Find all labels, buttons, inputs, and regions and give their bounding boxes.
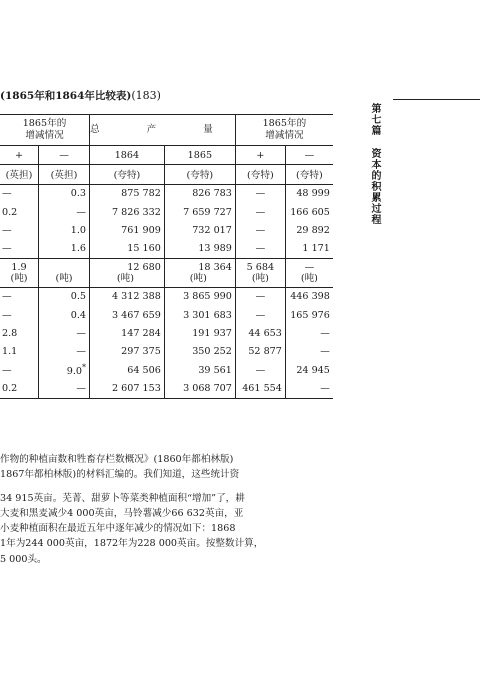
table-row [0, 343, 333, 361]
cell-total-1865 [164, 221, 235, 239]
cell-text: 446 398 [290, 291, 330, 303]
cell-plus-left [0, 184, 39, 203]
cell-text: 9.0 [66, 366, 82, 378]
cell-total-1864 [90, 221, 165, 239]
cell-minus-right [285, 361, 333, 379]
cell-text: 3 068 707 [183, 382, 232, 394]
table-row [0, 306, 333, 324]
subheader-minus-left: — [39, 146, 90, 165]
table-body-quarters [0, 184, 333, 258]
cell-total-1864 [90, 306, 165, 324]
cell-minus-right [285, 203, 333, 221]
cell-text: 29 892 [296, 224, 330, 236]
cell-minus-left [39, 221, 90, 239]
cell-minus-right [285, 239, 333, 258]
cell-total-1865 [164, 379, 235, 398]
cell-text: 732 017 [192, 224, 232, 236]
cell-total-1865 [164, 184, 235, 203]
unit-cell [90, 258, 165, 287]
table-row [0, 287, 333, 306]
cell-minus-left [39, 361, 90, 379]
unit-cell: (夸特) [235, 165, 285, 184]
note-line: 大麦和黑麦减少4 000英亩，马铃薯减少66 632英亩，亚 [0, 507, 244, 519]
cell-total-1865 [164, 239, 235, 258]
cell-unit: (吨) [251, 272, 269, 284]
cell-total-1865 [164, 306, 235, 324]
note-line [0, 483, 330, 491]
header-change-right [235, 115, 333, 146]
cell-text: — [320, 382, 330, 394]
cell-text: 7 659 727 [183, 206, 232, 218]
cell-text: — [320, 328, 330, 340]
part-label: 第七篇 [369, 103, 380, 136]
cell-total-1865 [164, 203, 235, 221]
cell-text: — [255, 309, 266, 321]
cell-unit: (吨) [55, 272, 73, 284]
table-row [0, 221, 333, 239]
table-row [0, 379, 333, 398]
note-line: 作物的种植亩数和牲畜存栏数概况》(1860年都柏林版) [0, 454, 234, 465]
header-change-left [0, 115, 90, 146]
cell-total-1864 [90, 184, 165, 203]
cell-text: 3 301 683 [183, 309, 232, 321]
chapter-label: 资本的积累过程 [369, 148, 380, 225]
cell-plus-left [0, 306, 39, 324]
cell-plus-left [0, 287, 39, 306]
cell-text: 350 252 [192, 346, 232, 358]
cell-plus-left [0, 324, 39, 342]
cell-text: — [255, 364, 266, 376]
table-row [0, 324, 333, 342]
cell-text: 0.3 [70, 188, 86, 200]
cell-minus-right [285, 221, 333, 239]
cell-plus-left [0, 361, 39, 379]
cell-text: 0.4 [70, 309, 86, 321]
cell-minus-left [39, 287, 90, 306]
cell-plus-right [235, 306, 285, 324]
cell-value: 1.9 [11, 261, 27, 273]
cell-unit: (吨) [189, 272, 207, 284]
cell-plus-left [0, 203, 39, 221]
table-title [0, 88, 161, 103]
cell-plus-left [0, 239, 39, 258]
unit-cell [0, 258, 39, 287]
note-line: 1年为244 000英亩，1872年为228 000英亩。按整数计算， [0, 538, 264, 550]
cell-total-1864 [90, 361, 165, 379]
cell-plus-right [235, 203, 285, 221]
cell-minus-right [285, 324, 333, 342]
cell-text: 39 561 [198, 364, 232, 376]
cell-text: 1.1 [2, 346, 18, 358]
cell-text: 1.6 [70, 243, 86, 255]
cell-value: 12 680 [127, 261, 161, 273]
cell-text: 147 284 [121, 328, 161, 340]
note-line: 34 915英亩。芜菁、甜萝卜等菜类种植面积“增加”了，耕 [0, 492, 245, 504]
cell-text: — [255, 243, 266, 255]
cell-total-1865 [164, 287, 235, 306]
cell-text: 64 506 [127, 364, 161, 376]
cell-plus-right [235, 287, 285, 306]
cell-text: — [76, 346, 86, 358]
footnotes [0, 452, 330, 567]
cell-plus-right [235, 379, 285, 398]
cell-text: — [255, 224, 266, 236]
cell-text: 761 909 [121, 224, 161, 236]
page-reference: (183) [131, 89, 161, 102]
cell-total-1864 [90, 324, 165, 342]
table-title-text: (1865年和1864年比较表) [0, 90, 132, 102]
cell-plus-right [235, 239, 285, 258]
cell-text: — [2, 291, 12, 303]
cell-total-1864 [90, 287, 165, 306]
cell-plus-right [235, 184, 285, 203]
cell-total-1864 [90, 343, 165, 361]
cell-minus-right [285, 306, 333, 324]
cell-text: 2.8 [2, 328, 18, 340]
cell-text: — [255, 188, 266, 200]
cell-text: — [2, 243, 12, 255]
cell-plus-left [0, 379, 39, 398]
cell-text: 875 782 [121, 188, 161, 200]
header-total-output-text: 总 产 量 [90, 124, 235, 135]
cell-text: — [255, 206, 266, 218]
cell-minus-left [39, 306, 90, 324]
header-rule [393, 99, 480, 100]
note-line: 小麦种植面积在最近五年中逐年减少的情况如下：1868 [0, 523, 236, 535]
cell-total-1864 [90, 239, 165, 258]
header-change-right-line2: 增减情况 [265, 130, 304, 141]
cell-plus-right [235, 221, 285, 239]
cell-minus-right [285, 379, 333, 398]
cell-text: 461 554 [242, 382, 282, 394]
cell-text: 13 989 [198, 243, 232, 255]
cell-text: 7 826 332 [111, 206, 161, 218]
cell-text: 297 375 [121, 346, 161, 358]
subheader-year-1864: 1864 [90, 146, 165, 165]
cell-unit: (吨) [116, 272, 134, 284]
table-row [0, 184, 333, 203]
cell-value: 18 364 [198, 261, 232, 273]
cell-plus-right [235, 324, 285, 342]
cell-text: 48 999 [296, 188, 330, 200]
subheader-plus-right: + [235, 146, 285, 165]
cell-text: 4 312 388 [111, 291, 161, 303]
comparison-table [0, 114, 333, 399]
cell-minus-left [39, 379, 90, 398]
cell-text: 0.2 [2, 382, 18, 394]
header-total-output [90, 115, 236, 146]
header-row [0, 115, 333, 146]
cell-text: — [76, 206, 86, 218]
cell-text: — [2, 224, 12, 236]
cell-text: — [2, 309, 12, 321]
cell-text: — [76, 328, 86, 340]
cell-total-1865 [164, 324, 235, 342]
cell-unit: (吨) [10, 272, 28, 284]
cell-text: 826 783 [192, 188, 232, 200]
cell-text: — [320, 346, 330, 358]
cell-total-1864 [90, 203, 165, 221]
unit-cell [285, 258, 333, 287]
header-change-left-line1: 1865年的 [22, 118, 67, 129]
subheader-plus-left: + [0, 146, 39, 165]
cell-text: — [2, 364, 12, 376]
cell-plus-left [0, 221, 39, 239]
subheader-year-1865: 1865 [164, 146, 235, 165]
note-line: 5 000头。 [0, 553, 47, 565]
unit-row-tons [0, 258, 333, 287]
header-change-left-line2: 增减情况 [25, 130, 64, 141]
cell-text: 165 976 [290, 309, 330, 321]
footnote-mark: * [82, 363, 86, 373]
cell-value: — [304, 261, 315, 273]
unit-cell: (英担) [0, 165, 39, 184]
cell-minus-left [39, 203, 90, 221]
cell-text: 2 607 153 [111, 382, 161, 394]
unit-cell: (英担) [39, 165, 90, 184]
cell-text: 3 865 990 [183, 291, 232, 303]
cell-minus-left [39, 184, 90, 203]
cell-text: — [2, 188, 12, 200]
cell-plus-left [0, 343, 39, 361]
cell-text: 44 653 [248, 328, 282, 340]
cell-text: 1.0 [70, 224, 86, 236]
cell-total-1864 [90, 379, 165, 398]
table-row [0, 203, 333, 221]
cell-minus-left [39, 343, 90, 361]
header-change-right-line1: 1865年的 [262, 118, 307, 129]
cell-text: 3 467 659 [111, 309, 161, 321]
cell-minus-right [285, 184, 333, 203]
unit-row [0, 165, 333, 184]
subheader-row [0, 146, 333, 165]
table-row [0, 361, 333, 379]
cell-text: 191 937 [192, 328, 232, 340]
cell-plus-right [235, 343, 285, 361]
cell-text: 24 945 [296, 364, 330, 376]
cell-minus-right [285, 343, 333, 361]
unit-cell [235, 258, 285, 287]
cell-text: 52 877 [248, 346, 282, 358]
cell-minus-left [39, 239, 90, 258]
note-line: 1867年都柏林版)的材料汇编的。我们知道，这些统计资 [0, 469, 240, 481]
cell-minus-right [285, 287, 333, 306]
running-header [366, 103, 382, 225]
cell-total-1865 [164, 343, 235, 361]
cell-text: 1 171 [302, 243, 330, 255]
cell-value: 5 684 [246, 261, 275, 273]
unit-cell: (夸特) [164, 165, 235, 184]
subheader-minus-right: — [285, 146, 333, 165]
cell-text: 0.5 [70, 291, 86, 303]
cell-plus-right [235, 361, 285, 379]
table-row [0, 239, 333, 258]
table-body-tons [0, 287, 333, 398]
unit-cell: (夸特) [285, 165, 333, 184]
cell-text: — [76, 382, 86, 394]
cell-total-1865 [164, 361, 235, 379]
cell-text: — [255, 291, 266, 303]
cell-text: 15 160 [127, 243, 161, 255]
cell-minus-left [39, 324, 90, 342]
unit-cell [39, 258, 90, 287]
cell-text: 0.2 [2, 206, 18, 218]
unit-cell: (夸特) [90, 165, 165, 184]
unit-cell [164, 258, 235, 287]
cell-text: 166 605 [290, 206, 330, 218]
cell-unit: (吨) [300, 272, 318, 284]
